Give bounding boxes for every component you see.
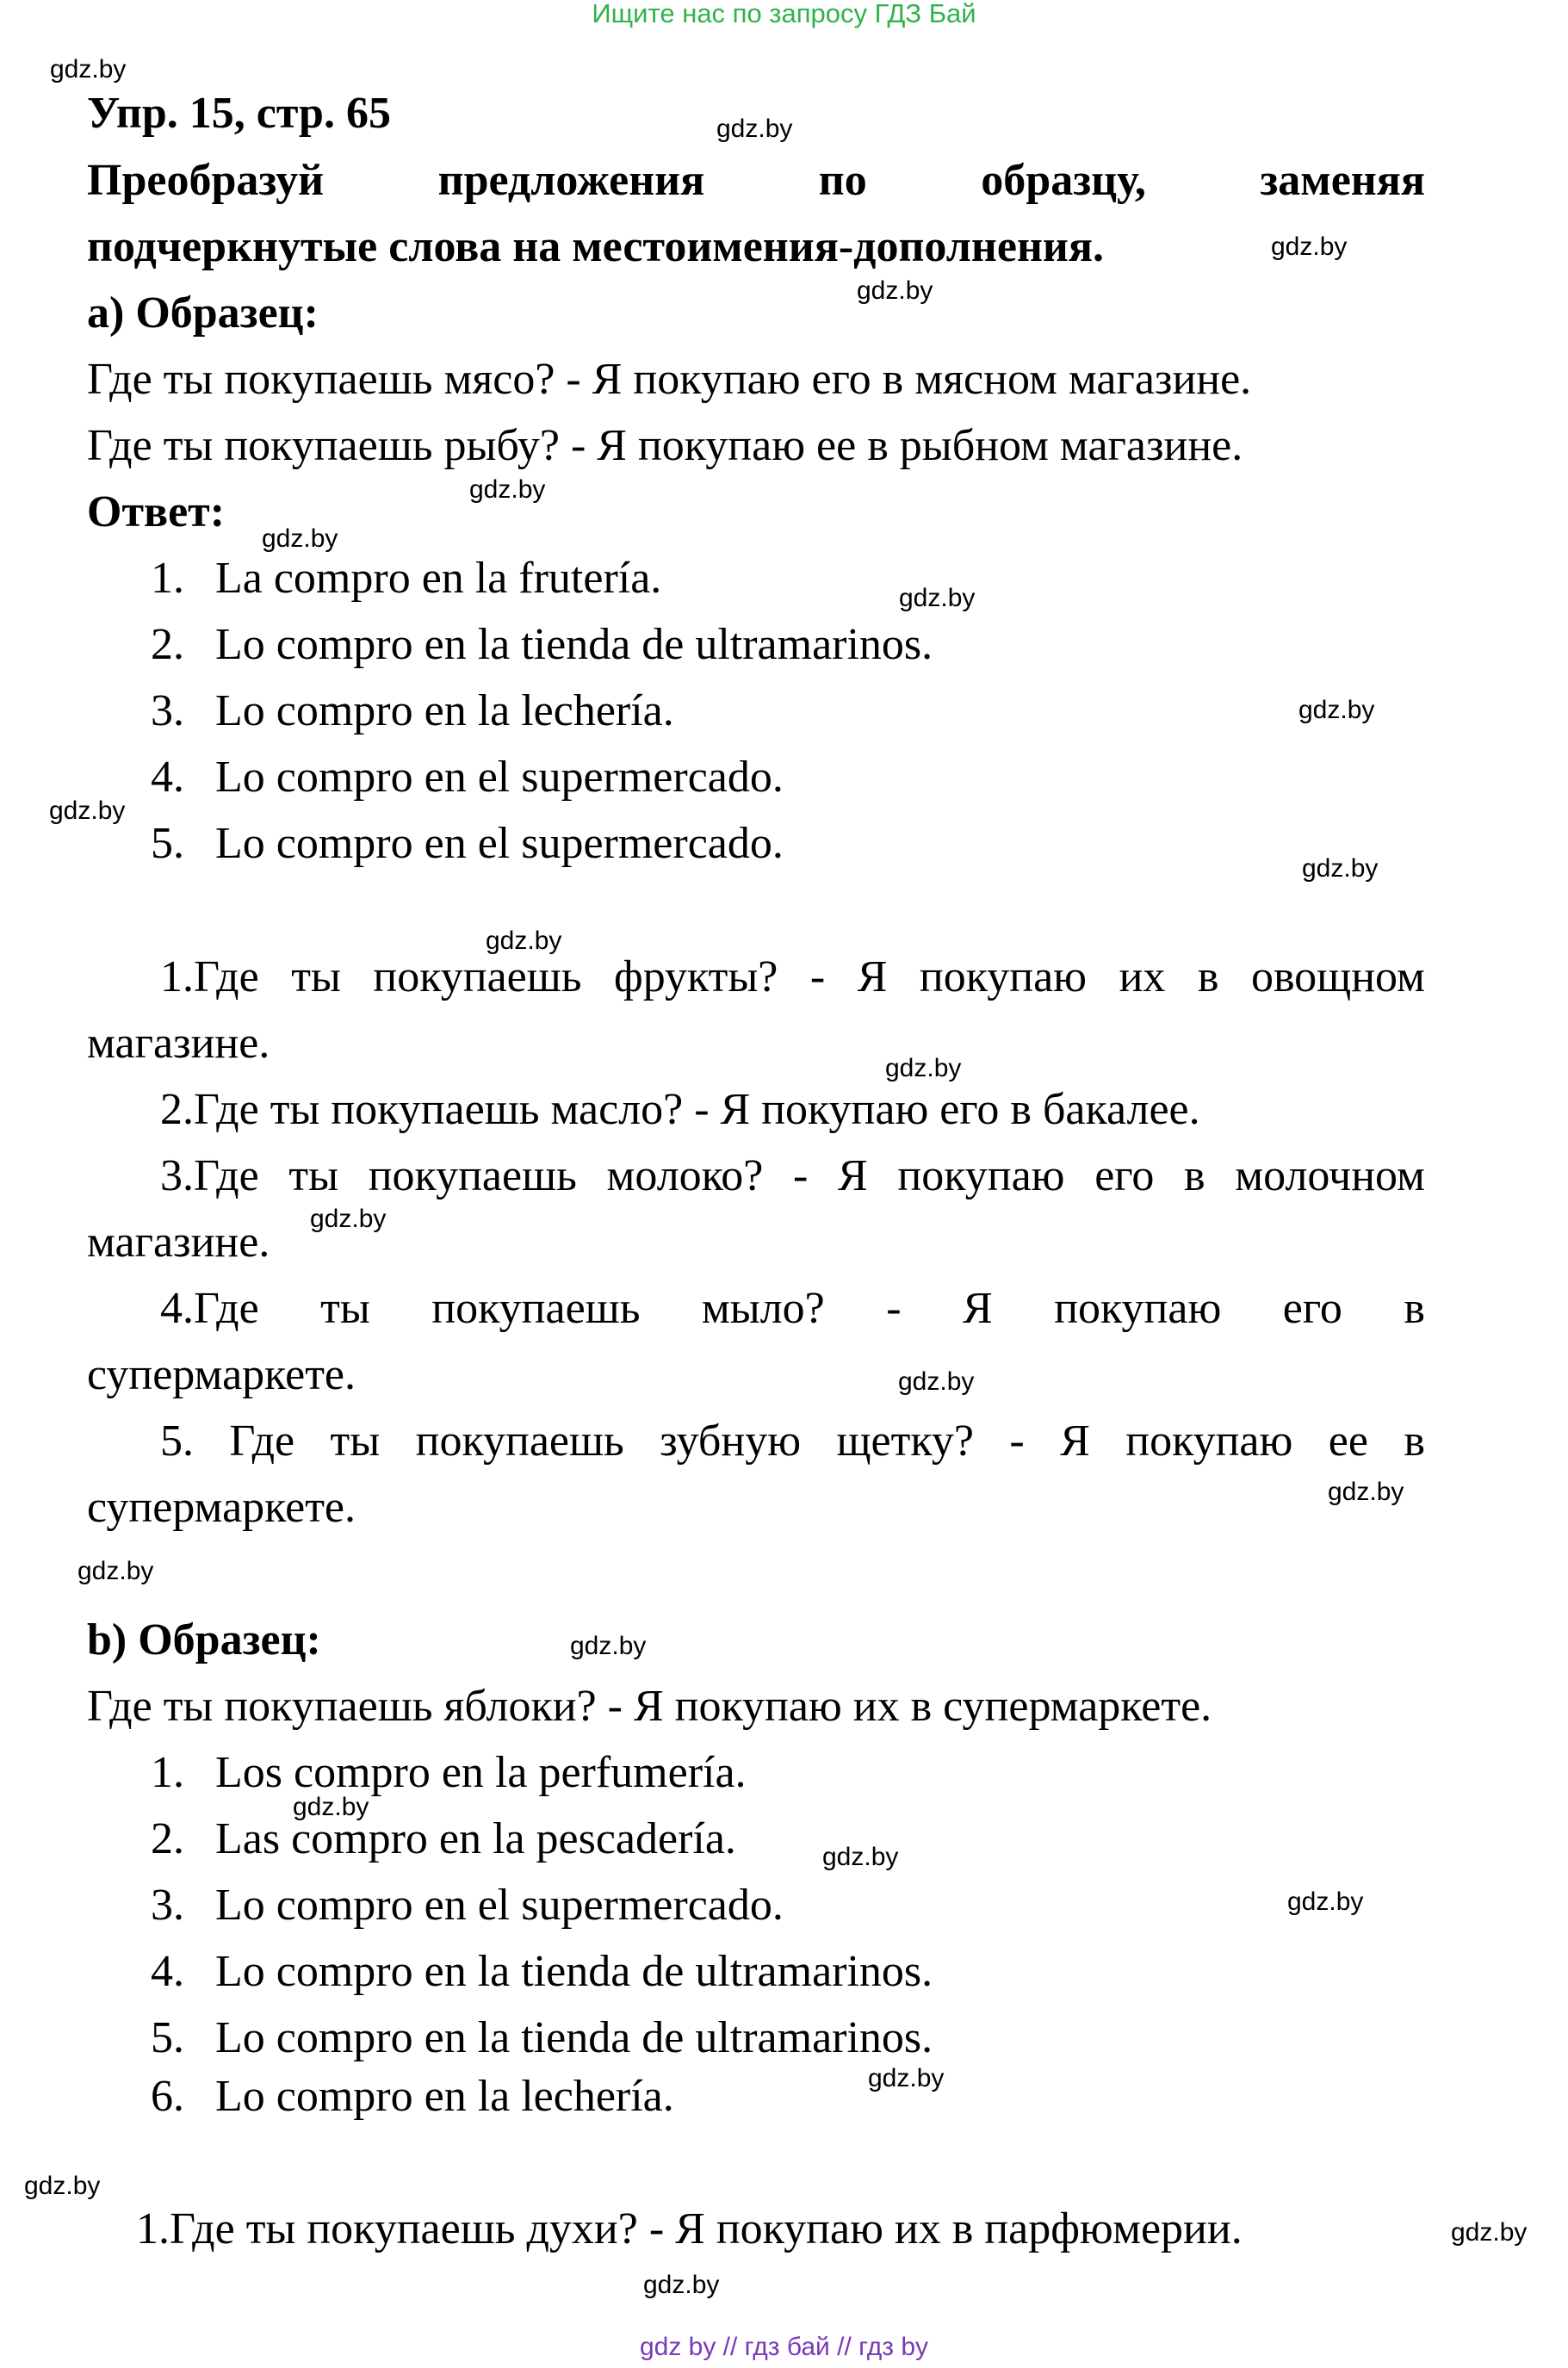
word: в <box>1404 1416 1425 1466</box>
translation-a-5-cont: супермаркете. <box>87 1483 356 1532</box>
word: - <box>1009 1416 1025 1466</box>
word: их <box>1119 952 1166 1001</box>
list-text: La compro en la frutería. <box>215 554 662 603</box>
watermark: gdz.by <box>262 524 338 553</box>
top-banner[interactable]: Ищите нас по запросу ГДЗ Бай <box>592 0 976 28</box>
word: 4.Где <box>160 1284 259 1333</box>
list-number: 4. <box>151 753 184 802</box>
word: ты <box>330 1416 381 1466</box>
list-text: Lo compro en el supermercado. <box>215 1881 784 1930</box>
answer-a-3 <box>151 685 674 736</box>
word: его <box>1094 1151 1155 1200</box>
list-number: 5. <box>151 2013 184 2062</box>
instruction-word: по <box>818 156 867 205</box>
instruction-line-1 <box>87 155 1425 206</box>
list-number: 4. <box>151 1947 184 1996</box>
word: ты <box>288 1151 339 1200</box>
word: молочном <box>1235 1151 1425 1200</box>
answer-a-2 <box>151 619 933 670</box>
list-text: Las compro en la pescadería. <box>215 1814 736 1863</box>
word: покупаю <box>1054 1284 1222 1333</box>
instruction-word: образцу, <box>981 156 1146 205</box>
watermark: gdz.by <box>1451 2218 1528 2247</box>
word: овощном <box>1250 952 1425 1001</box>
watermark: gdz.by <box>49 797 126 825</box>
word: в <box>1197 952 1219 1001</box>
list-text: Lo compro en la tienda de ultramarinos. <box>215 620 933 669</box>
watermark: gdz.by <box>77 1557 154 1585</box>
word: покупаю <box>897 1151 1065 1200</box>
word: молоко? <box>606 1151 764 1200</box>
answer-a-4 <box>151 752 784 803</box>
section-a-heading: а) Образец: <box>87 288 319 338</box>
watermark: gdz.by <box>643 2271 720 2299</box>
section-b-sample: Где ты покупаешь яблоки? - Я покупаю их в супермаркете. <box>87 1682 1212 1731</box>
word: мыло? <box>701 1284 825 1333</box>
watermark: gdz.by <box>857 276 933 305</box>
translation-a-2: 2.Где ты покупаешь масло? - Я покупаю его в бакалее. <box>160 1085 1200 1134</box>
word: 1.Где <box>160 952 259 1001</box>
instruction-word: Преобразуй <box>87 156 325 205</box>
word: покупаешь <box>431 1284 641 1333</box>
watermark: gdz.by <box>898 1367 975 1396</box>
translation-a-4-cont: супермаркете. <box>87 1350 356 1399</box>
list-text: Lo compro en el supermercado. <box>215 819 784 868</box>
word: покупаешь <box>373 952 582 1001</box>
word: покупаю <box>919 952 1088 1001</box>
list-text: Lo compro en la tienda de ultramarinos. <box>215 1947 933 1996</box>
list-text: Lo compro en la lechería. <box>215 686 674 735</box>
word: покупаешь <box>368 1151 577 1200</box>
list-number: 1. <box>151 554 184 603</box>
list-text: Los compro en la perfumería. <box>215 1748 747 1797</box>
word: - <box>809 952 826 1001</box>
answer-a-1 <box>151 553 661 604</box>
translation-a-1 <box>160 952 1425 1002</box>
word: покупаю <box>1125 1416 1293 1466</box>
answer-b-1 <box>151 1747 747 1798</box>
watermark: gdz.by <box>868 2064 945 2092</box>
answer-heading: Ответ: <box>87 487 226 536</box>
list-number: 6. <box>151 2072 184 2121</box>
word: в <box>1404 1284 1425 1333</box>
section-a-sample-1: Где ты покупаешь мясо? - Я покупаю его в мясном магазине. <box>87 355 1252 404</box>
answer-b-2 <box>151 1813 736 1864</box>
translation-a-5 <box>160 1416 1425 1466</box>
watermark: gdz.by <box>570 1632 647 1660</box>
word: - <box>886 1284 902 1333</box>
word: - <box>793 1151 809 1200</box>
answer-b-6 <box>151 2071 674 2122</box>
word: 3.Где <box>160 1151 259 1200</box>
watermark: gdz.by <box>50 55 127 84</box>
watermark: gdz.by <box>469 475 546 504</box>
list-number: 2. <box>151 1814 184 1863</box>
list-text: Lo compro en la tienda de ultramarinos. <box>215 2013 933 2062</box>
word: его <box>1282 1284 1342 1333</box>
list-number: 2. <box>151 620 184 669</box>
word: покупаешь <box>415 1416 624 1466</box>
watermark: gdz.by <box>1328 1478 1404 1506</box>
watermark: gdz.by <box>822 1843 899 1871</box>
watermark: gdz.by <box>1287 1888 1364 1916</box>
watermark: gdz.by <box>24 2172 101 2200</box>
watermark: gdz.by <box>1298 696 1375 724</box>
answer-b-5 <box>151 2012 933 2063</box>
watermark: gdz.by <box>1302 854 1379 883</box>
instruction-line-2: подчеркнутые слова на местоимения-дополнения. <box>87 222 1104 271</box>
answer-b-3 <box>151 1880 784 1931</box>
word: 5. <box>160 1416 194 1466</box>
watermark: gdz.by <box>310 1205 387 1233</box>
word: зубную <box>660 1416 802 1466</box>
footer-banner[interactable]: gdz by // гдз бай // гдз by <box>639 2333 929 2361</box>
watermark: gdz.by <box>885 1054 962 1082</box>
section-b-heading: b) Образец: <box>87 1615 321 1664</box>
exercise-title: Упр. 15, стр. 65 <box>87 89 391 138</box>
word: в <box>1184 1151 1205 1200</box>
word: Я <box>838 1151 868 1200</box>
list-text: Lo compro en la lechería. <box>215 2072 674 2121</box>
word: фрукты? <box>614 952 778 1001</box>
instruction-word: предложения <box>437 156 705 205</box>
instruction-word: заменяя <box>1260 156 1425 205</box>
answer-a-5 <box>151 818 784 869</box>
list-number: 3. <box>151 686 184 735</box>
list-text: Lo compro en el supermercado. <box>215 753 784 802</box>
word: Я <box>857 952 888 1001</box>
list-number: 3. <box>151 1881 184 1930</box>
watermark: gdz.by <box>899 584 976 612</box>
watermark: gdz.by <box>486 927 562 955</box>
answer-b-4 <box>151 1946 933 1997</box>
translation-a-3-cont: магазине. <box>87 1218 270 1267</box>
translation-b-1: 1.Где ты покупаешь духи? - Я покупаю их в парфюмерии. <box>136 2204 1243 2253</box>
translation-a-3 <box>160 1150 1425 1201</box>
watermark: gdz.by <box>1271 232 1348 261</box>
word: щетку? <box>836 1416 974 1466</box>
watermark: gdz.by <box>716 115 793 143</box>
word: Где <box>229 1416 295 1466</box>
word: ее <box>1328 1416 1368 1466</box>
word: Я <box>1060 1416 1090 1466</box>
translation-a-4 <box>160 1283 1425 1334</box>
list-number: 5. <box>151 819 184 868</box>
list-number: 1. <box>151 1748 184 1797</box>
word: ты <box>291 952 341 1001</box>
word: Я <box>963 1284 993 1333</box>
section-a-sample-2: Где ты покупаешь рыбу? - Я покупаю ее в рыбном магазине. <box>87 421 1243 470</box>
watermark: gdz.by <box>293 1793 369 1821</box>
word: ты <box>320 1284 370 1333</box>
translation-a-1-cont: магазине. <box>87 1019 270 1068</box>
